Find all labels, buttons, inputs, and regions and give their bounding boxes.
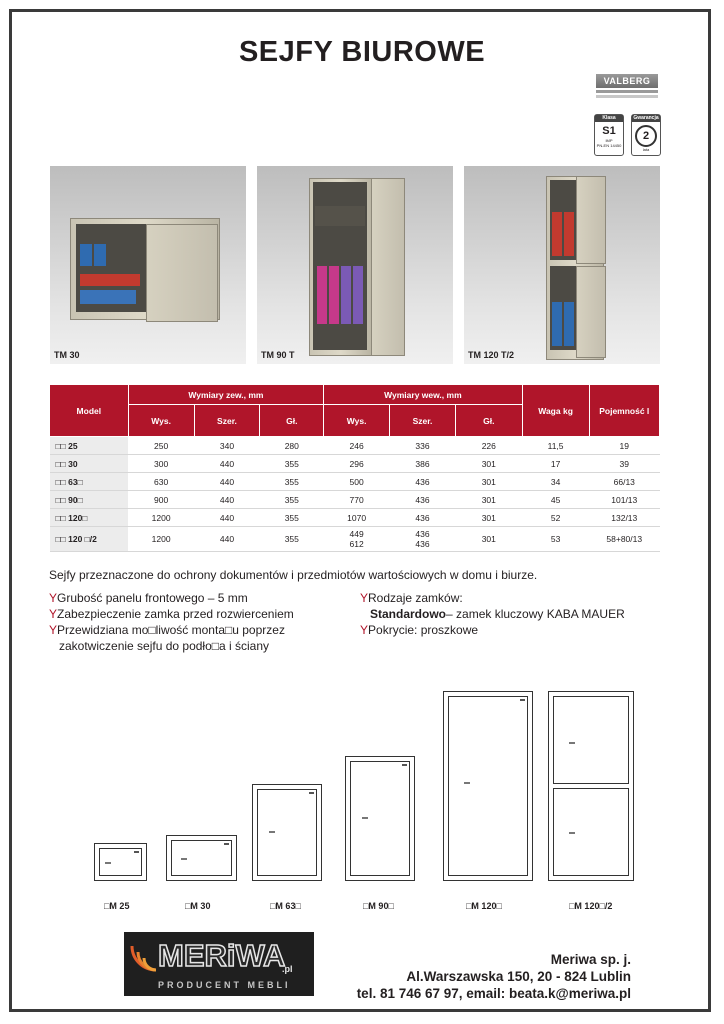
outer-dims-header: Wymiary zew., mm bbox=[128, 385, 324, 405]
table-cell: 436 bbox=[390, 509, 456, 527]
table-row bbox=[50, 437, 660, 455]
col-header: Szer. bbox=[390, 405, 456, 437]
table-cell: 440 bbox=[194, 473, 260, 491]
table-cell: 1200 bbox=[128, 509, 194, 527]
table-cell: 355 bbox=[260, 473, 324, 491]
safe-tm120t2-lower-door bbox=[576, 266, 606, 358]
bullet-mark: Y bbox=[360, 623, 369, 637]
contact-block bbox=[357, 951, 631, 1002]
photo-tm30 bbox=[50, 166, 246, 364]
table-cell: 436 bbox=[390, 473, 456, 491]
drawing-tm63 bbox=[252, 784, 322, 881]
model-cell: □□ 120 □/2 bbox=[50, 527, 129, 552]
col-header: Szer. bbox=[194, 405, 260, 437]
warranty-badge-header: Gwarancja bbox=[633, 115, 659, 121]
table-row bbox=[50, 527, 660, 552]
feature-item: Rodzaje zamków: bbox=[368, 591, 463, 605]
table-cell: 58+80/13 bbox=[589, 527, 659, 552]
table-cell: 45 bbox=[522, 491, 589, 509]
table-cell: 440 bbox=[194, 491, 260, 509]
table-row bbox=[50, 473, 660, 491]
capacity-header: Pojemność l bbox=[589, 385, 659, 437]
drawing-tm90 bbox=[345, 756, 415, 881]
drawing-label: □M 90□ bbox=[363, 901, 394, 911]
warranty-badge-sub: lata bbox=[642, 147, 650, 152]
table-cell: 301 bbox=[455, 527, 522, 552]
table-cell: 296 bbox=[324, 455, 390, 473]
company-name: Meriwa sp. j. bbox=[550, 952, 631, 967]
class-badge-sub1: IMP bbox=[605, 138, 613, 143]
bullet-mark: Y bbox=[360, 591, 369, 605]
class-badge-sub2: PN-EN 14450 bbox=[596, 143, 622, 148]
warranty-badge bbox=[631, 114, 661, 156]
inner-dims-header: Wymiary wew., mm bbox=[324, 385, 522, 405]
table-cell: 132/13 bbox=[589, 509, 659, 527]
photo-caption: TM 30 bbox=[54, 350, 80, 360]
table-cell: 1200 bbox=[128, 527, 194, 552]
model-cell: □□ 25 bbox=[50, 437, 129, 455]
drawing-label: □M 25 bbox=[104, 901, 130, 911]
table-cell: 440 bbox=[194, 509, 260, 527]
class-badge bbox=[594, 114, 624, 156]
warranty-badge-value: 2 bbox=[635, 125, 657, 147]
photo-caption: TM 120 T/2 bbox=[468, 350, 515, 360]
table-cell: 34 bbox=[522, 473, 589, 491]
drawing-tm120-2 bbox=[548, 691, 634, 881]
table-cell: 301 bbox=[455, 509, 522, 527]
table-cell: 19 bbox=[589, 437, 659, 455]
table-cell: 355 bbox=[260, 527, 324, 552]
table-cell: 355 bbox=[260, 491, 324, 509]
safe-tm120t2-upper-door bbox=[576, 176, 606, 264]
bullet-mark: Y bbox=[49, 607, 58, 621]
table-cell: 770 bbox=[324, 491, 390, 509]
intro-text: Sejfy przeznaczone do ochrony dokumentów i przedmiotów wartościowych w domu i biurze. bbox=[49, 568, 538, 582]
feature-item: – zamek kluczowy KABA MAUER bbox=[446, 607, 625, 621]
table-row bbox=[50, 509, 660, 527]
table-cell: 301 bbox=[455, 491, 522, 509]
safe-tm90t-door bbox=[371, 178, 405, 356]
company-phone-email: tel. 81 746 67 97, email: beata.k@meriwa.pl bbox=[356, 986, 631, 1001]
col-header: Gł. bbox=[455, 405, 522, 437]
table-cell: 301 bbox=[455, 473, 522, 491]
model-cell: □□ 63□ bbox=[50, 473, 129, 491]
table-cell: 630 bbox=[128, 473, 194, 491]
table-row bbox=[50, 491, 660, 509]
table-cell: 340 bbox=[194, 437, 260, 455]
drawing-label: □M 120□ bbox=[466, 901, 502, 911]
photo-tm90t bbox=[257, 166, 453, 364]
drawing-tm25 bbox=[94, 843, 147, 881]
table-cell: 39 bbox=[589, 455, 659, 473]
table-cell: 449 612 bbox=[324, 527, 390, 552]
table-cell: 17 bbox=[522, 455, 589, 473]
feature-item: Pokrycie: proszkowe bbox=[368, 623, 479, 637]
weight-header: Waga kg bbox=[522, 385, 589, 437]
feature-bold: Standardowo bbox=[370, 607, 447, 621]
table-cell: 250 bbox=[128, 437, 194, 455]
table-cell: 226 bbox=[455, 437, 522, 455]
drawing-label: □M 30 bbox=[185, 901, 211, 911]
class-badge-header: Klasa bbox=[595, 115, 623, 122]
photo-caption: TM 90 T bbox=[261, 350, 295, 360]
table-cell: 300 bbox=[128, 455, 194, 473]
brand-name: VALBERG bbox=[596, 74, 658, 88]
table-cell: 440 bbox=[194, 527, 260, 552]
table-cell: 11,5 bbox=[522, 437, 589, 455]
model-header: Model bbox=[50, 385, 129, 437]
feature-item: Przewidziana mo□liwość monta□u poprzez bbox=[57, 623, 285, 637]
model-cell: □□ 120□ bbox=[50, 509, 129, 527]
logo-name: MERiWA bbox=[158, 938, 286, 973]
table-cell: 355 bbox=[260, 455, 324, 473]
table-cell: 53 bbox=[522, 527, 589, 552]
meriwa-logo bbox=[124, 932, 314, 996]
table-cell: 52 bbox=[522, 509, 589, 527]
feature-item: zakotwiczenie sejfu do podło□a i ściany bbox=[59, 639, 270, 653]
table-cell: 440 bbox=[194, 455, 260, 473]
col-header: Wys. bbox=[324, 405, 390, 437]
feature-item: Grubość panelu frontowego – 5 mm bbox=[57, 591, 248, 605]
photo-tm120t2 bbox=[464, 166, 660, 364]
model-cell: □□ 90□ bbox=[50, 491, 129, 509]
bullet-mark: Y bbox=[49, 591, 58, 605]
table-cell: 386 bbox=[390, 455, 456, 473]
model-cell: □□ 30 bbox=[50, 455, 129, 473]
bullet-mark: Y bbox=[49, 623, 58, 637]
drawing-label: □M 120□/2 bbox=[569, 901, 613, 911]
table-cell: 280 bbox=[260, 437, 324, 455]
company-address: Al.Warszawska 150, 20 - 824 Lublin bbox=[406, 969, 631, 984]
spec-table bbox=[49, 384, 660, 552]
drawing-tm30 bbox=[166, 835, 237, 881]
drawing-label: □M 63□ bbox=[270, 901, 301, 911]
features-left bbox=[49, 590, 294, 654]
class-badge-value: S1 bbox=[602, 125, 616, 137]
logo-tld: .pl bbox=[282, 964, 293, 974]
table-cell: 66/13 bbox=[589, 473, 659, 491]
table-cell: 101/13 bbox=[589, 491, 659, 509]
feature-item: Zabezpieczenie zamka przed rozwierceniem bbox=[57, 607, 294, 621]
page-title: SEJFY BIUROWE bbox=[238, 36, 486, 68]
col-header: Gł. bbox=[260, 405, 324, 437]
table-cell: 336 bbox=[390, 437, 456, 455]
drawing-tm120 bbox=[443, 691, 533, 881]
table-cell: 1070 bbox=[324, 509, 390, 527]
swirl-icon bbox=[130, 944, 158, 972]
col-header: Wys. bbox=[128, 405, 194, 437]
table-cell: 500 bbox=[324, 473, 390, 491]
table-cell: 246 bbox=[324, 437, 390, 455]
features-right bbox=[360, 590, 625, 638]
table-cell: 355 bbox=[260, 509, 324, 527]
table-row bbox=[50, 455, 660, 473]
table-cell: 436 bbox=[390, 491, 456, 509]
table-cell: 436 436 bbox=[390, 527, 456, 552]
safe-tm30-door bbox=[146, 224, 218, 322]
valberg-logo bbox=[596, 74, 658, 100]
table-cell: 900 bbox=[128, 491, 194, 509]
table-cell: 301 bbox=[455, 455, 522, 473]
logo-tagline: PRODUCENT MEBLI bbox=[158, 980, 291, 990]
